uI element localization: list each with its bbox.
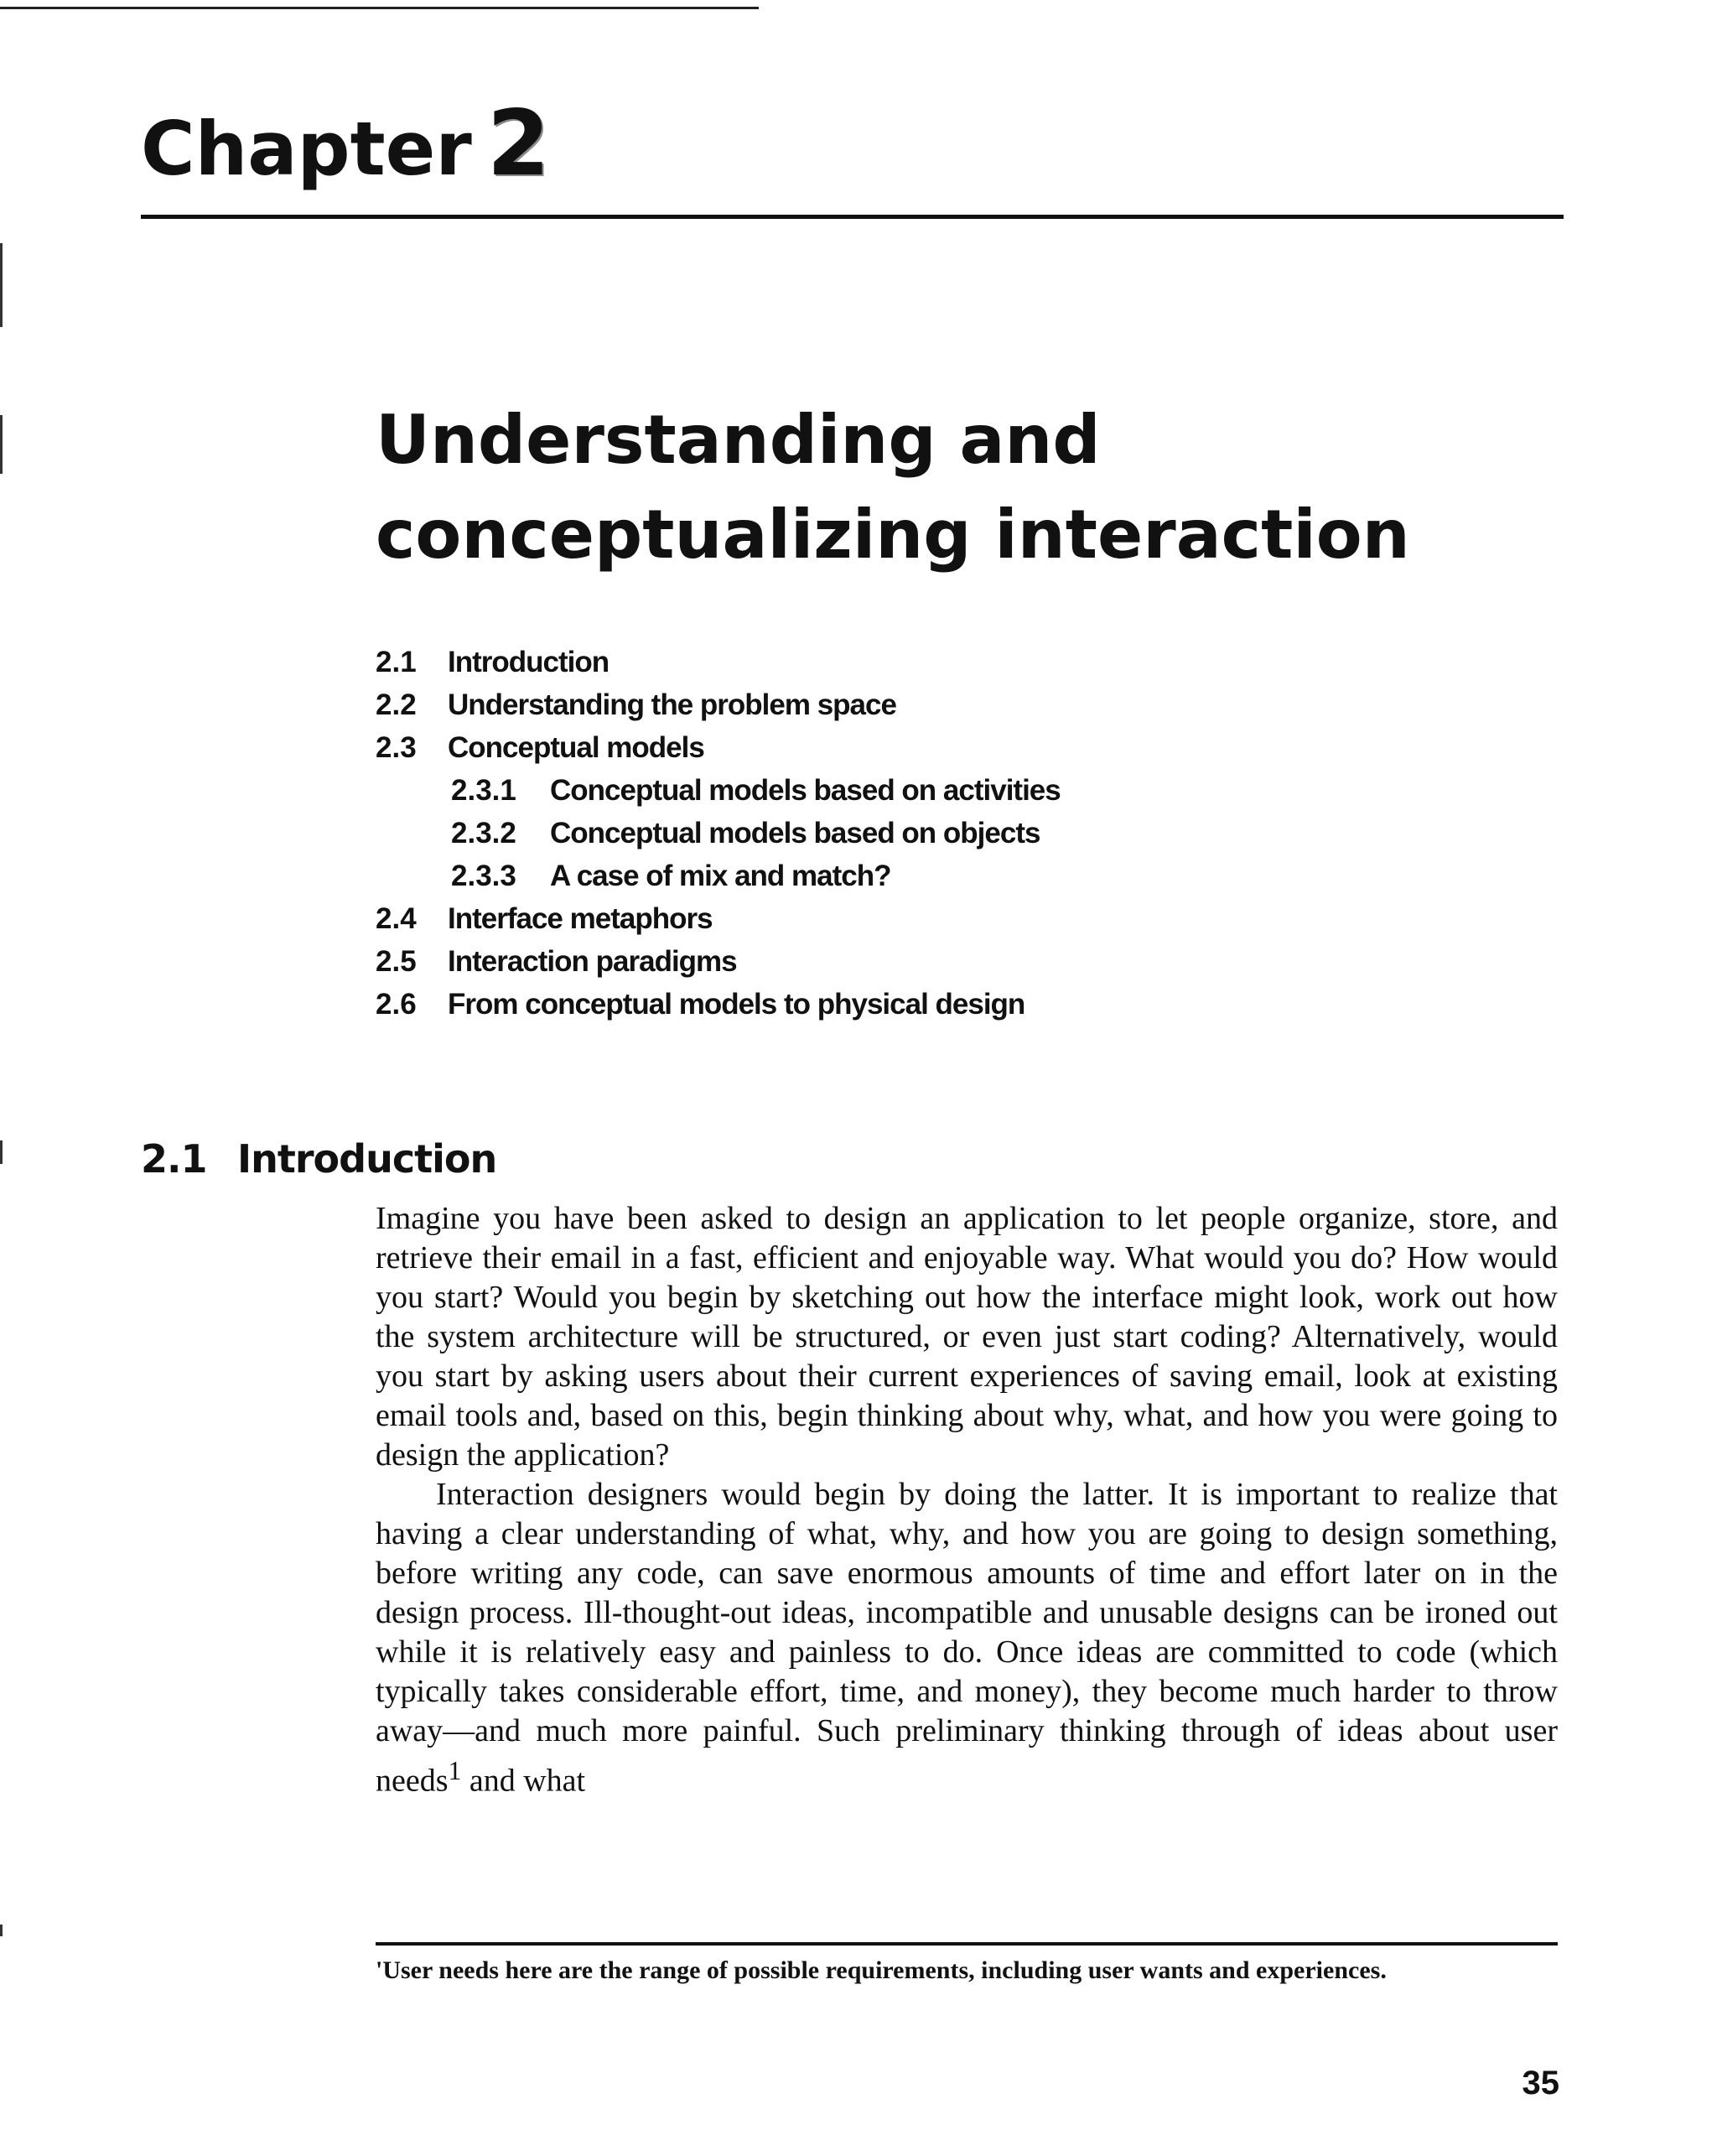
paragraph-text: Interaction designers would begin by doing the latter. It is important to realize that having a clear understanding of what, why, and how you are going to design something, before writing any code, can save enormous amounts of time and effort later on in the design process. Ill-thought-out ideas, incompatible and unusable designs can be ironed out while it is relatively easy and painless to do. Once ideas are committed to code (which typically takes considerable effort, time, and money), they become much harder to throw away—and much more painful. Such preliminary thinking through of ideas about user needs [376, 1477, 1558, 1799]
page-number: 35 [1522, 2065, 1559, 2101]
toc-item [376, 641, 1061, 683]
toc-item [376, 897, 1061, 940]
toc-title: A case of mix and match? [550, 860, 891, 892]
toc-item [376, 983, 1061, 1026]
footnote-marker: 1 [448, 1756, 462, 1785]
toc-number: 2.3.2 [451, 817, 516, 849]
chapter-heading [141, 91, 550, 196]
margin-mark [0, 243, 3, 327]
body-text [376, 1199, 1558, 1801]
section-number: 2.1 [141, 1136, 207, 1182]
toc-number: 2.6 [376, 988, 417, 1021]
toc-number: 2.3.3 [451, 860, 516, 892]
paragraph: Imagine you have been asked to design an application to let people organize, store, and retrieve their email in a fast, efficient and enjoyable way. What would you do? How would you start? Would you begin by sketching out how the interface might look, work out how the system architecture will be structured, or even just start coding? Alternatively, would you start by asking users about their current experiences of saving email, look at existing email tools and, based on this, begin thinking about why, what, and how you were going to design the application? [376, 1201, 1558, 1473]
toc-number: 2.2 [376, 688, 417, 721]
section-heading [141, 1134, 496, 1184]
toc-subitem [376, 812, 1061, 855]
toc-title: Interface metaphors [448, 902, 713, 935]
toc-title: Conceptual models [448, 731, 704, 764]
toc-number: 2.4 [376, 902, 417, 935]
chapter-title-line-2: conceptualizing interaction [376, 496, 1410, 574]
toc-subitem [376, 855, 1061, 897]
margin-mark [0, 1925, 3, 1936]
chapter-title [376, 392, 1410, 582]
section-title: Introduction [237, 1136, 497, 1182]
toc-item [376, 726, 1061, 769]
toc-number: 2.3.1 [451, 774, 516, 807]
toc-number: 2.1 [376, 646, 417, 678]
paragraph [376, 1475, 1558, 1801]
chapter-title-line-1: Understanding and [376, 401, 1101, 479]
toc-number: 2.3 [376, 731, 417, 764]
toc-subitem [376, 769, 1061, 812]
toc-title: Conceptual models based on activities [550, 774, 1061, 807]
footnote-rule [376, 1942, 1558, 1946]
toc-number: 2.5 [376, 945, 417, 978]
toc-item [376, 683, 1061, 726]
toc-title: Understanding the problem space [448, 688, 896, 721]
chapter-number: 2 [486, 91, 550, 196]
chapter-rule [141, 215, 1564, 219]
toc-title: Interaction paradigms [448, 945, 737, 978]
toc-title: Conceptual models based on objects [550, 817, 1040, 849]
toc-item [376, 940, 1061, 983]
footnote: 'User needs here are the range of possible requirements, including user wants and experiences. [376, 1956, 1387, 1984]
margin-mark [0, 415, 3, 474]
toc-title: Introduction [448, 646, 610, 678]
top-rule [0, 7, 759, 9]
margin-mark [0, 1140, 3, 1164]
toc-title: From conceptual models to physical design [448, 988, 1025, 1021]
table-of-contents [376, 641, 1061, 1026]
chapter-label: Chapter [141, 106, 472, 192]
paragraph-text-tail: and what [461, 1763, 586, 1799]
